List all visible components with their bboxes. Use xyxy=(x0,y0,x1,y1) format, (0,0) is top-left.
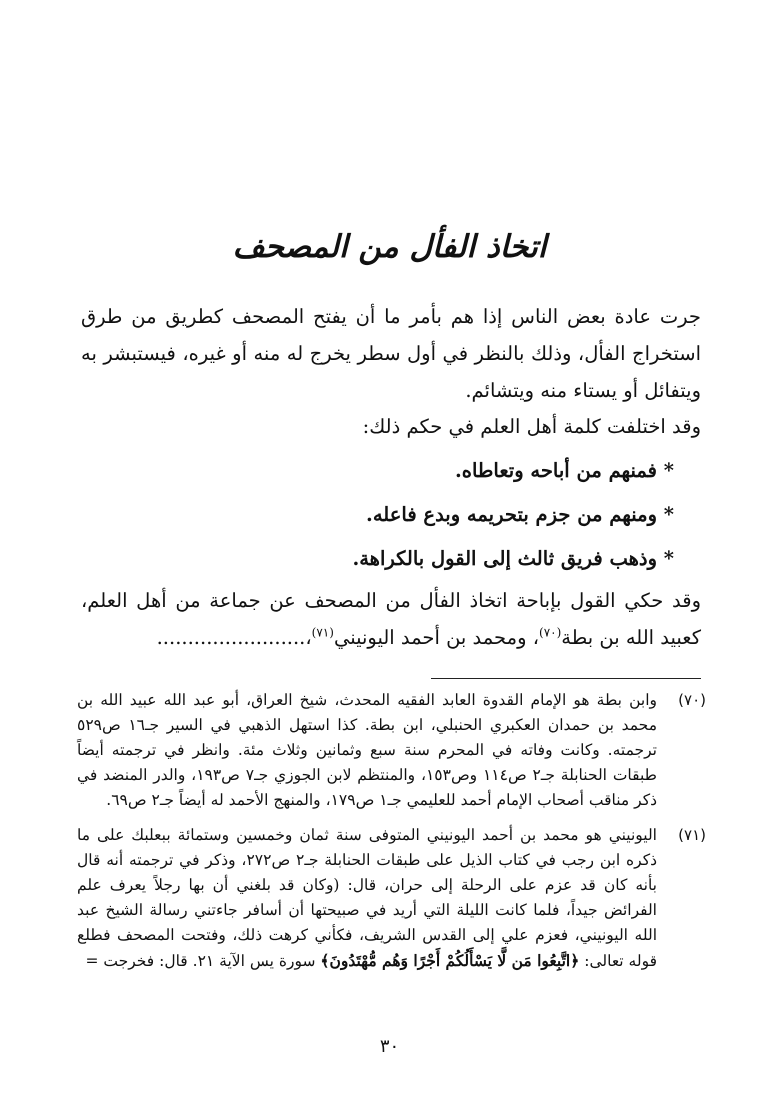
footnote-71-quran-verse: ﴿اتَّبِعُوا مَن لَّا يَسْأَلُكُمْ أَجْرًا وَهُم مُّهْتَدُونَ﴾ xyxy=(320,951,580,970)
footnote-70 xyxy=(77,688,706,813)
footnote-divider xyxy=(431,678,701,679)
footnote-71 xyxy=(77,823,706,974)
bullet-disliked: * وذهب فريق ثالث إلى القول بالكراهة. xyxy=(352,547,674,570)
bullet-permissible: * فمنهم من أباحه وتعاطاه. xyxy=(454,459,674,482)
paragraph-attribution xyxy=(81,582,701,656)
footnote-71-text-a: اليونيني هو محمد بن أحمد اليونيني المتوفى سنة ثمان وخمسين وستمائة ببعلبك على ما ذكره ابن رجب في كتاب الذيل على طبقات الحنابلة جـ٢ ص٢٧٢، وذكر في ترجمته أنه قال بأنه كان قد عزم على الرحلة إلى حران، قال: (وكان قد بلغني أن بها رجلاً يعرف علم الفرائض جيداً، فلما كانت الليلة التي أريد في صبيحتها أن أسافر جاءتني رسالة الشيخ عبد الله اليونيني، فعزم علي إلى القدس الشريف، فكأني كرهت ذلك، وفتحت المصحف فطلع قوله تعالى: xyxy=(77,826,658,970)
footnote-70-number: (٧٠) xyxy=(678,691,706,709)
footnote-71-text-b: سورة يس الآية ٢١. قال: فخرجت = xyxy=(85,952,316,970)
footnote-ref-71[interactable]: (٧١) xyxy=(311,625,334,640)
page-title: اتخاذ الفأل من المصحف xyxy=(232,228,547,265)
footnote-71-body xyxy=(77,823,657,974)
footnote-ref-70[interactable]: (٧٠) xyxy=(539,625,562,640)
leader-dots: ........................ xyxy=(156,626,306,649)
footnote-70-text: وابن بطة هو الإمام القدوة العابد الفقيه المحدث، شيخ العراق، أبو عبد الله عبيد الله بن محمد بن حمدان العكبري الحنبلي، ابن بطة. كذا استهل الذهبي في السير جـ١٦ ص٥٢٩ ترجمته. وكانت وفاته في المحرم سنة سبع وثمانين وثلاث مئة. وانظر في ترجمته أيضاً طبقات الحنابلة جـ٢ ص١١٤ وص١٥٣، والمنتظم لابن الجوزي جـ٧ ص١٩٣، والدر المنضد في ذكر مناقب أصحاب الإمام أحمد للعليمي جـ١ ص١٧٩، والمنهج الأحمد له أيضاً جـ٢ ص٦٩. xyxy=(77,691,657,809)
paragraph-attribution-text-a: وقد حكي القول بإباحة اتخاذ الفأل من المصحف عن جماعة من أهل العلم، كعبيد الله بن بطة xyxy=(81,589,701,649)
page-number: ٣٠ xyxy=(379,1036,400,1057)
bullet-forbidden: * ومنهم من جزم بتحريمه وبدع فاعله. xyxy=(366,503,674,526)
paragraph-attribution-text-b: ، ومحمد بن أحمد اليونيني xyxy=(333,626,540,649)
paragraph-intro: جرت عادة بعض الناس إذا هم بأمر ما أن يفتح المصحف كطريق من طرق استخراج الفأل، وذلك بالنظر في أول سطر يخرج له منه أو غيره، فيستبشر به ويتفائل أو يستاء منه ويتشائم. xyxy=(81,305,701,402)
paragraph-attribution-text-c: ، xyxy=(305,626,312,649)
footnote-71-number: (٧١) xyxy=(678,826,706,844)
paragraph-opinions-intro: وقد اختلفت كلمة أهل العلم في حكم ذلك: xyxy=(362,415,701,438)
